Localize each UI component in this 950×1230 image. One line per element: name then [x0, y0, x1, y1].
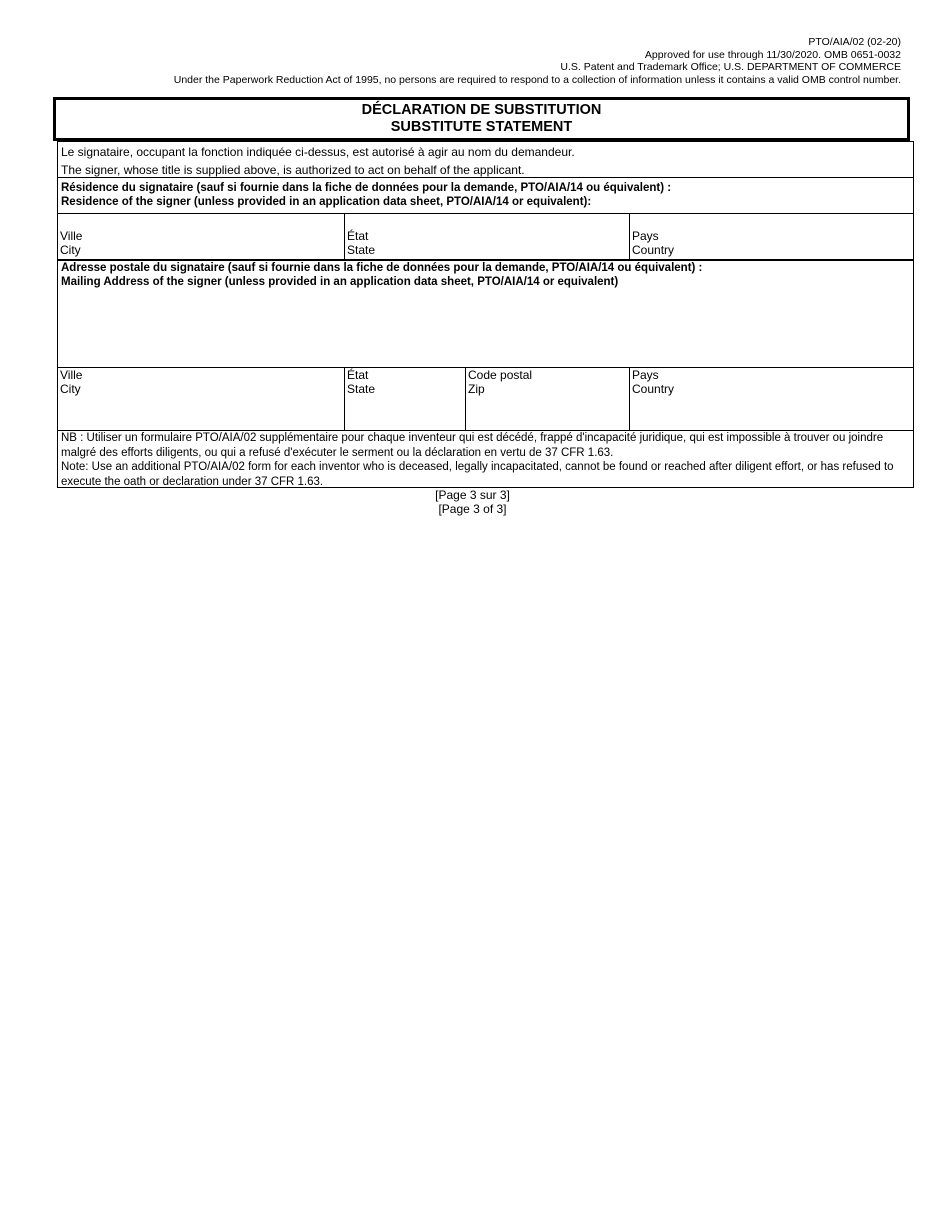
authorization-fr: Le signataire, occupant la fonction indiquée ci-dessus, est autorisé à agir au nom du demandeur.: [61, 145, 575, 159]
residence-state-label-en: State: [347, 243, 376, 257]
residence-country-field[interactable]: [629, 214, 913, 259]
mailing-country-label-en: Country: [632, 382, 675, 396]
substitute-statement-form: [57, 141, 914, 488]
omb-approval: Approved for use through 11/30/2020. OMB 0651-0032: [644, 48, 901, 61]
mailing-state-field[interactable]: [344, 368, 465, 430]
page-number-en: [Page 3 of 3]: [438, 502, 507, 516]
residence-fields-row: [58, 213, 913, 259]
mailing-city-label-en: City: [60, 382, 81, 396]
note-fr: NB : Utiliser un formulaire PTO/AIA/02 supplémentaire pour chaque inventeur qui est décédé, frappé d'incapacité juridique, qui est impossible à trouver ou joindre malgré des efforts diligents, ou qui a refusé d'exécuter le serment ou la déclaration en vertu de 37 CFR 1.63.: [61, 432, 884, 459]
note-row: [58, 430, 913, 487]
paperwork-notice: Under the Paperwork Reduction Act of 1995, no persons are required to respond to a collection of information unless it contains a valid OMB control number.: [173, 73, 901, 86]
residence-state-field[interactable]: [344, 214, 629, 259]
page-number: [0, 488, 945, 516]
residence-country-label-fr: Pays: [632, 229, 659, 243]
authorization-en: The signer, whose title is supplied above, is authorized to act on behalf of the applicant.: [61, 163, 525, 177]
page-number-fr: [Page 3 sur 3]: [435, 488, 510, 502]
agency-name: U.S. Patent and Trademark Office; U.S. DEPARTMENT OF COMMERCE: [560, 61, 901, 73]
mailing-state-label-en: State: [347, 382, 376, 396]
form-header: [174, 36, 901, 86]
mailing-zip-field[interactable]: [465, 368, 629, 430]
residence-city-label-en: City: [60, 243, 81, 257]
residence-state-label-fr: État: [347, 229, 369, 243]
mailing-zip-label-fr: Code postal: [468, 368, 533, 382]
mailing-city-label-fr: Ville: [60, 368, 83, 382]
mailing-fields-row: [58, 367, 913, 430]
note-en: Note: Use an additional PTO/AIA/02 form for each inventor who is deceased, legally incapacitated, cannot be found or reached after diligent effort, or has refused to execute the oath or declaration under 37 CFR 1.63.: [61, 461, 894, 488]
mailing-country-field[interactable]: [629, 368, 913, 430]
form-number: PTO/AIA/02 (02-20): [808, 36, 901, 48]
mailing-heading-fr: Adresse postale du signataire (sauf si fournie dans la fiche de données pour la demande, PTO/AIA/14 ou équivalent) :: [61, 262, 703, 274]
residence-country-label-en: Country: [632, 243, 675, 257]
form-title-box: [53, 97, 910, 141]
residence-heading-row: [58, 177, 913, 213]
mailing-heading-en: Mailing Address of the signer (unless provided in an application data sheet, PTO/AIA/14 or equivalent): [61, 276, 619, 288]
mailing-state-label-fr: État: [347, 368, 369, 382]
authorization-row: [58, 141, 913, 177]
mailing-city-field[interactable]: [58, 368, 344, 430]
residence-city-label-fr: Ville: [60, 229, 83, 243]
mailing-country-label-fr: Pays: [632, 368, 659, 382]
mailing-zip-label-en: Zip: [468, 382, 485, 396]
form-title-fr: DÉCLARATION DE SUBSTITUTION: [361, 102, 602, 118]
residence-heading-fr: Résidence du signataire (sauf si fournie dans la fiche de données pour la demande, PTO/AIA/14 ou équivalent) :: [61, 182, 672, 194]
form-title-en: SUBSTITUTE STATEMENT: [390, 119, 573, 135]
residence-city-field[interactable]: [58, 214, 344, 259]
residence-heading-en: Residence of the signer (unless provided in an application data sheet, PTO/AIA/14 or equivalent):: [61, 196, 592, 208]
mailing-address-field[interactable]: [58, 259, 913, 367]
